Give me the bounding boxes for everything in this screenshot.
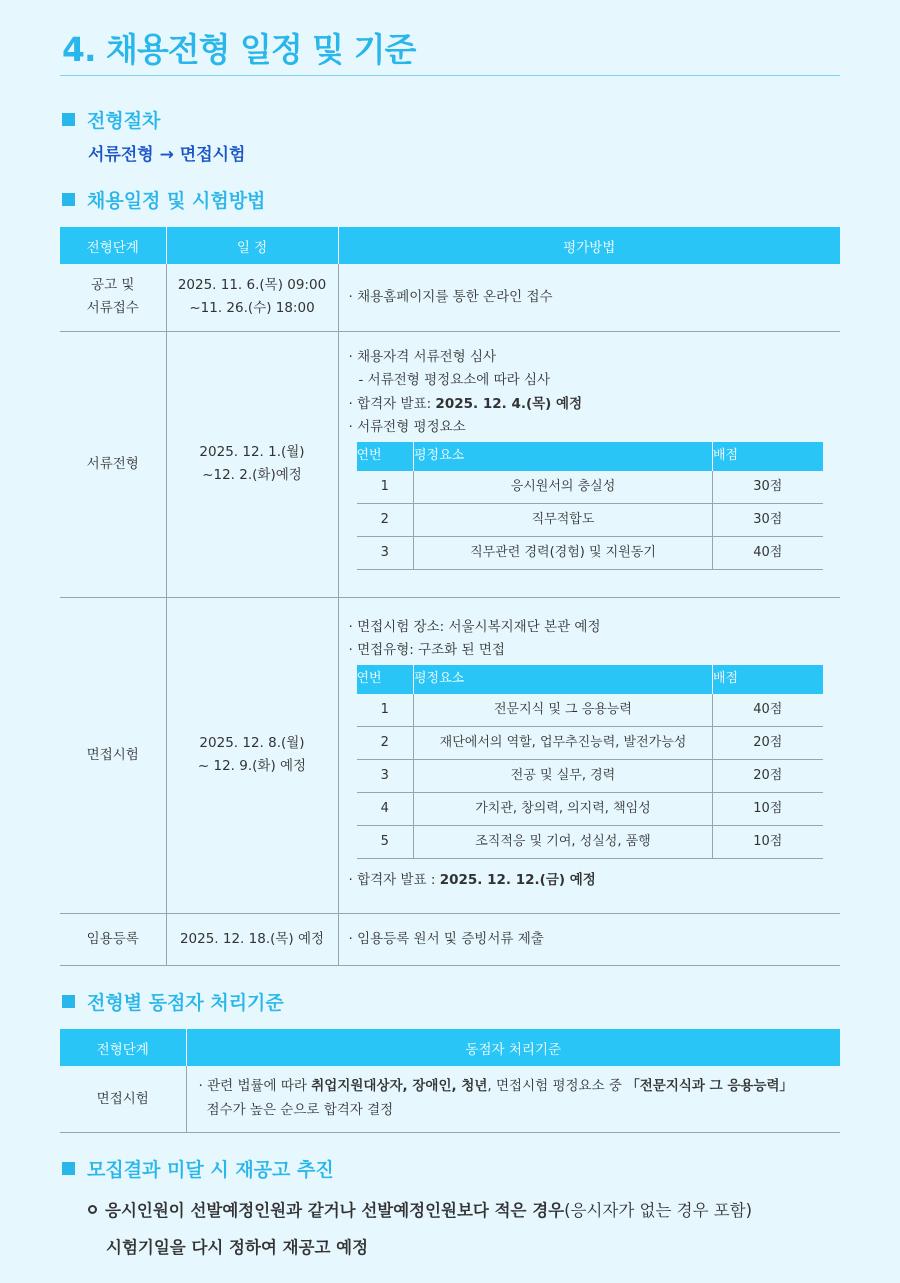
section-title: 전형절차 [87,110,161,132]
table-row-document [60,331,840,597]
stage-cell: 면접시험 [60,1066,186,1132]
section-heading-schedule [62,186,265,213]
interview-criteria-table [357,665,823,860]
table-row-registration [60,913,840,965]
table-header-row [60,227,840,264]
date-cell: 2025. 12. 8.(월) ~ 12. 9.(화) 예정 [166,597,338,913]
section-title: 모집결과 미달 시 재공고 추진 [87,1159,334,1181]
header-stage: 전형단계 [60,227,166,264]
table-header-row [60,1029,840,1066]
table-row [60,1066,840,1132]
table-row: 4 가치관, 창의력, 의지력, 책임성 10점 [357,793,823,826]
table-row: 3 직무관련 경력(경험) 및 지원동기 40점 [357,537,823,570]
circle-bullet-icon [88,1205,97,1214]
stage-cell: 면접시험 [60,597,166,913]
header-method: 평가방법 [338,227,840,264]
sub-header-row: 연번 평정요소 배점 [357,665,823,694]
section-heading-reannounce [62,1155,334,1182]
square-bullet-icon [62,995,75,1008]
table-row: 3 전공 및 실무, 경력 20점 [357,760,823,793]
method-cell: · 임용등록 원서 및 증빙서류 제출 [338,913,840,965]
title-divider [60,75,840,76]
table-row: 2 재단에서의 역할, 업무추진능력, 발전가능성 20점 [357,727,823,760]
table-row: 2 직무적합도 30점 [357,504,823,537]
date-cell: 2025. 11. 6.(목) 09:00 ~11. 26.(수) 18:00 [166,264,338,331]
process-flow: 서류전형 → 면접시험 [88,145,246,165]
stage-cell: 임용등록 [60,913,166,965]
section-heading-process [62,106,160,133]
method-cell: · 면접시험 장소: 서울시복지재단 본관 예정 · 면접유형: 구조화 된 면접 연번 평정요소 배점 1 전문지식 및 그 응용능력 40점 2 재단에서의 역할, 업무추진능력, 발전가능성 20점 3 전공 및 실무, 경력 20점 4 가치관, 창의력, 의지력, 책임성 10점 5 조직적응 및 기여, 성실성, 품행 10점 · 합격자 발표 : 2025. 12. 12.(금) 예정 [338,597,840,913]
criteria-cell: · 관련 법률에 따라 취업지원대상자, 장애인, 청년, 면접시험 평정요소 중 「전문지식과 그 응용능력」 점수가 높은 순으로 합격자 결정 [186,1066,840,1132]
sub-header-row: 연번 평정요소 배점 [357,442,823,471]
header-date: 일 정 [166,227,338,264]
method-cell: · 채용자격 서류전형 심사 - 서류전형 평정요소에 따라 심사 · 합격자 발표: 2025. 12. 4.(목) 예정 · 서류전형 평정요소 연번 평정요소 배점 1 응시원서의 충실성 30점 2 직무적합도 30점 3 직무관련 경력(경험) 및 지원동기 40점 [338,331,840,597]
tie-table [60,1029,840,1133]
table-row: 1 응시원서의 충실성 30점 [357,471,823,504]
square-bullet-icon [62,193,75,206]
table-row: 5 조직적응 및 기여, 성실성, 품행 10점 [357,826,823,859]
section-heading-tie [62,988,284,1015]
schedule-table [60,227,840,966]
section-title: 채용일정 및 시험방법 [87,190,266,212]
stage-cell: 서류전형 [60,331,166,597]
header-stage: 전형단계 [60,1029,186,1066]
section-title: 전형별 동점자 처리기준 [87,992,284,1014]
reannounce-line-1: 응시인원이 선발예정인원과 같거나 선발예정인원보다 적은 경우(응시자가 없는 경우 포함) [88,1197,752,1221]
header-criteria: 동점자 처리기준 [186,1029,840,1066]
date-cell: 2025. 12. 1.(월) ~12. 2.(화)예정 [166,331,338,597]
square-bullet-icon [62,1162,75,1175]
table-row: 1 전문지식 및 그 응용능력 40점 [357,694,823,727]
reannounce-line-2: 시험기일을 다시 정하여 재공고 예정 [106,1238,369,1257]
stage-cell: 공고 및 서류접수 [60,264,166,331]
table-row-notice [60,264,840,331]
page-title: 4. 채용전형 일정 및 기준 [62,30,416,69]
square-bullet-icon [62,113,75,126]
date-cell: 2025. 12. 18.(목) 예정 [166,913,338,965]
document-criteria-table [357,442,823,571]
method-cell: · 채용홈페이지를 통한 온라인 접수 [338,264,840,331]
table-row-interview [60,597,840,913]
